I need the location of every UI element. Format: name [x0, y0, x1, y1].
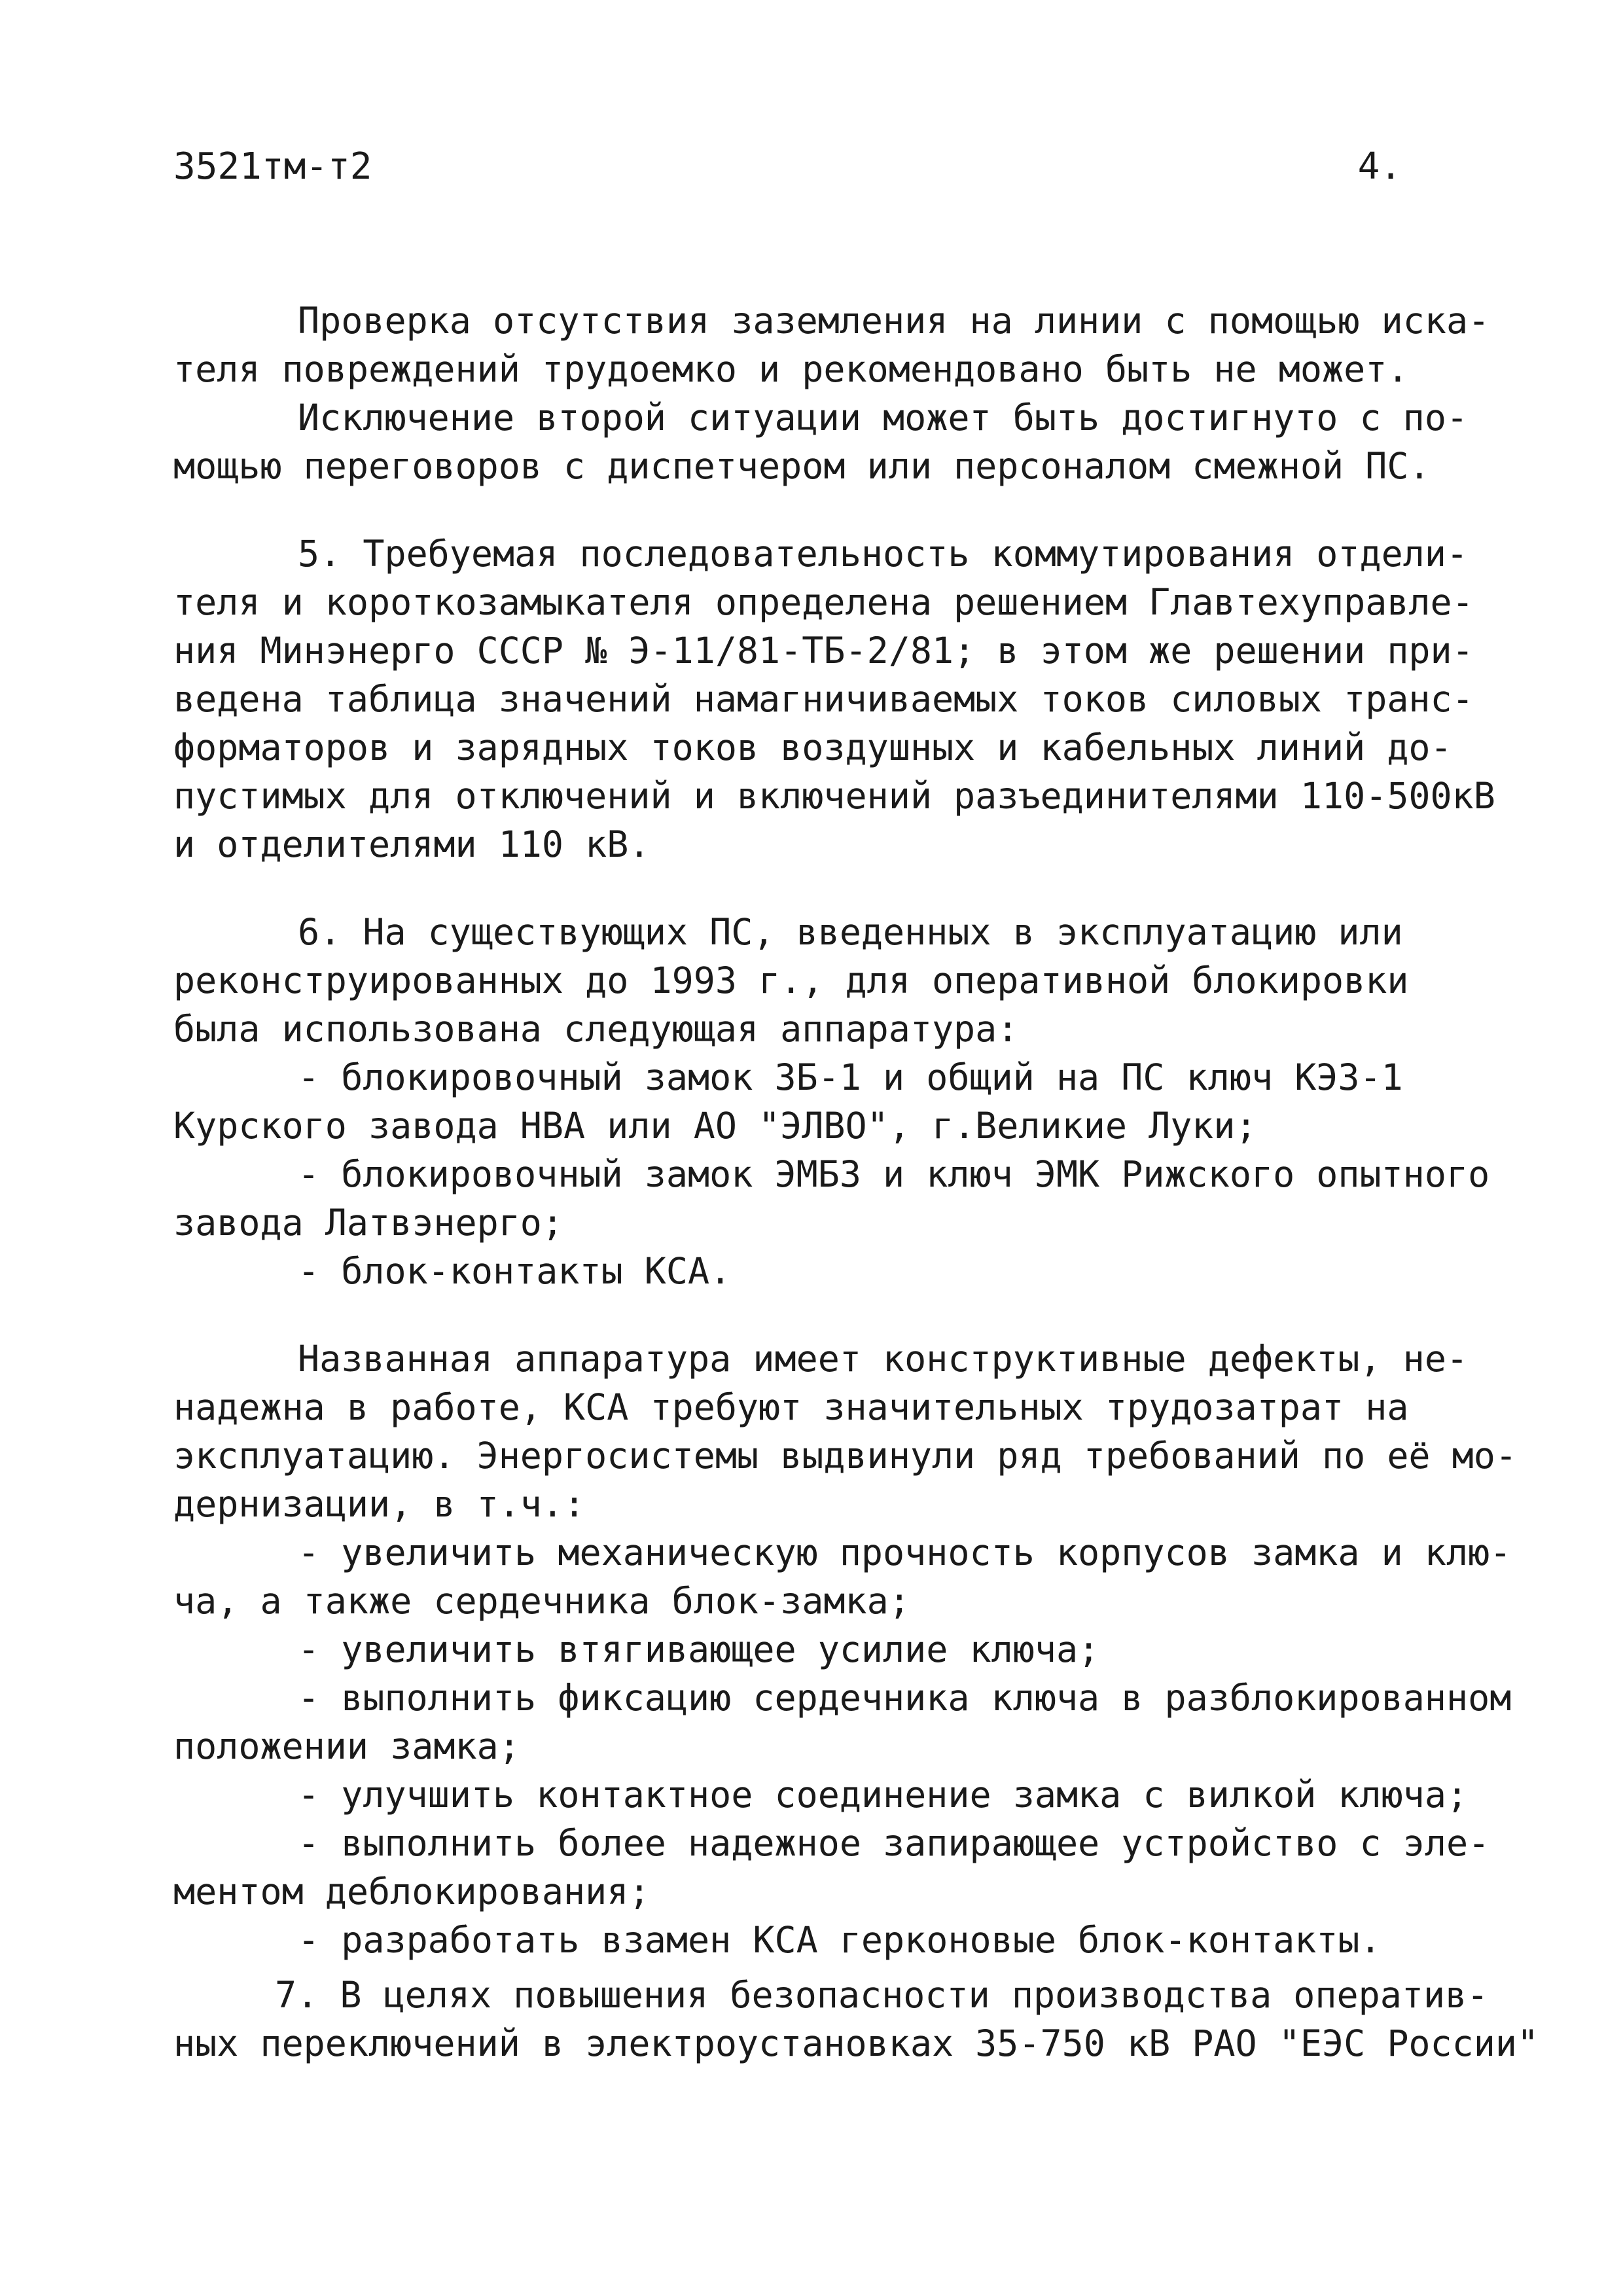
text-line: была использована следующая аппаратура:: [173, 1008, 1019, 1050]
text-line: теля и короткозамыкателя определена решением Главтехуправле-: [173, 581, 1474, 623]
text-line: 5. Требуемая последовательность коммутирования отдели-: [298, 533, 1469, 575]
text-line: мощью переговоров с диспетчером или персоналом смежной ПС.: [173, 445, 1431, 487]
text-line: - блокировочный замок ЗБ-1 и общий на ПС ключ КЭЗ-1: [298, 1056, 1403, 1098]
text-line: эксплуатацию. Энергосистемы выдвинули ряд требований по её мо-: [173, 1435, 1517, 1477]
document-code: 3521тм-т2: [173, 145, 372, 188]
text-line: пустимых для отключений и включений разъединителями 110-500кВ: [173, 775, 1495, 817]
text-line: реконструированных до 1993 г., для оперативной блокировки: [173, 960, 1409, 1001]
text-line: ведена таблица значений намагничиваемых токов силовых транс-: [173, 678, 1474, 720]
text-line: ча, а также сердечника блок-замка;: [173, 1580, 910, 1622]
text-line: - выполнить более надежное запирающее устройство с эле-: [298, 1822, 1490, 1864]
text-line: - увеличить механическую прочность корпусов замка и клю-: [298, 1532, 1512, 1573]
text-line: форматоров и зарядных токов воздушных и кабельных линий до-: [173, 726, 1452, 768]
text-line: Курского завода НВА или АО "ЭЛВО", г.Великие Луки;: [173, 1105, 1257, 1147]
page-number: 4.: [1357, 145, 1402, 188]
text-line: - увеличить втягивающее усилие ключа;: [298, 1628, 1100, 1670]
text-line: надежна в работе, КСА требуют значительных трудозатрат на: [173, 1386, 1409, 1428]
text-line: Проверка отсутствия заземления на линии с помощью иска-: [298, 300, 1490, 342]
text-line: - блокировочный замок ЭМБЗ и ключ ЭМК Рижского опытного: [298, 1153, 1490, 1195]
text-line: дернизации, в т.ч.:: [173, 1483, 586, 1525]
text-line: положении замка;: [173, 1725, 520, 1767]
text-line: - блок-контакты КСА.: [298, 1250, 732, 1292]
text-line: теля повреждений трудоемко и рекомендовано быть не может.: [173, 348, 1409, 390]
text-line: и отделителями 110 кВ.: [173, 823, 651, 865]
text-line: 6. На существующих ПС, введенных в эксплуатацию или: [298, 911, 1403, 953]
text-line: Названная аппаратура имеет конструктивные дефекты, не-: [298, 1338, 1469, 1380]
text-line: ния Минэнерго СССР № Э-11/81-ТБ-2/81; в этом же решении при-: [173, 630, 1474, 672]
text-line: завода Латвэнерго;: [173, 1202, 564, 1244]
text-line: Исключение второй ситуации может быть достигнуто с по-: [298, 397, 1469, 439]
text-line: - выполнить фиксацию сердечника ключа в разблокированном: [298, 1677, 1512, 1719]
text-line: 7. В целях повышения безопасности производства оператив-: [275, 1974, 1489, 2016]
text-line: - разработать взамен КСА герконовые блок-контакты.: [298, 1919, 1382, 1961]
text-line: ных переключений в электроустановках 35-750 кВ РАО "ЕЭС России": [173, 2022, 1539, 2064]
text-line: ментом деблокирования;: [173, 1871, 651, 1912]
text-line: - улучшить контактное соединение замка с вилкой ключа;: [298, 1774, 1469, 1816]
